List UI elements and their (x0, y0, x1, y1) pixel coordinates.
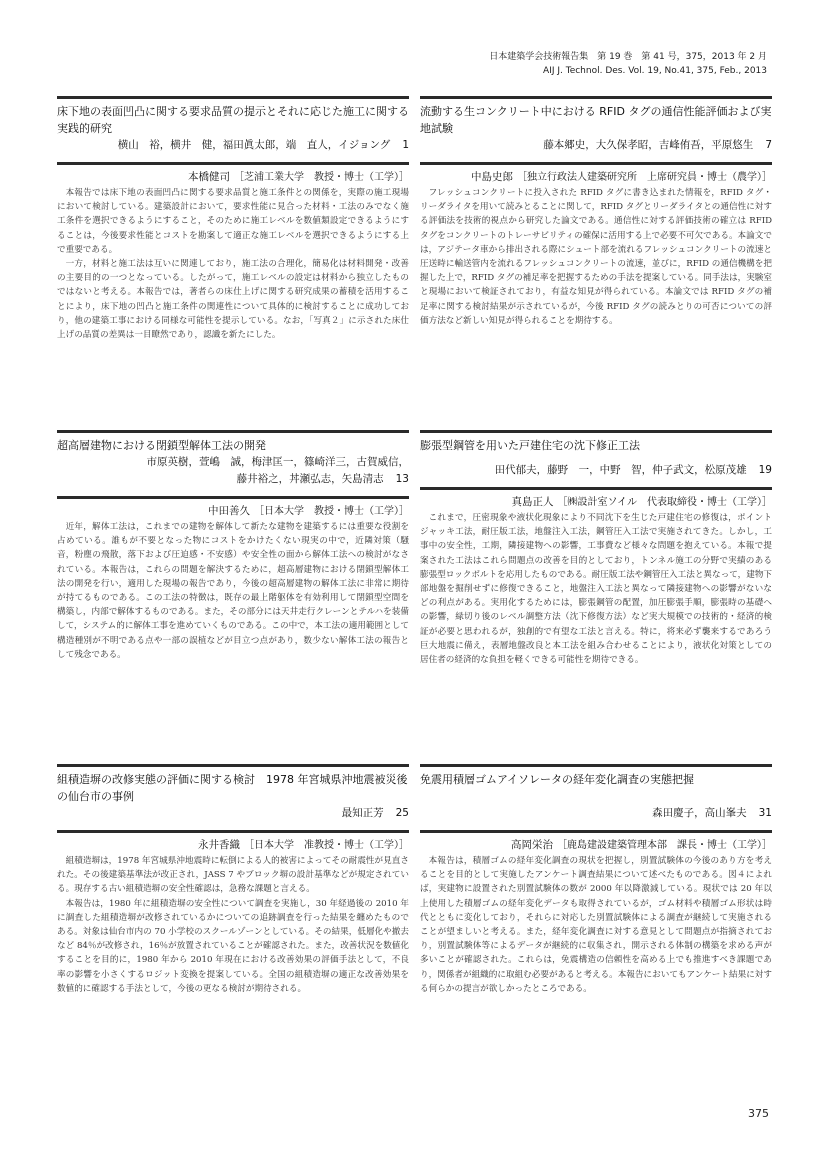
review-body (57, 186, 409, 342)
article-mid-rule (420, 487, 772, 490)
review-paragraph: 本報告は，1980 年に組積造塀の安全性について調査を実施し，30 年経過後の 2010 年に調査した組積造塀が改修されているかについての追跡調査を行った結果を纏めたものである。対象は仙台市内の 70 小学校のスクールゾーンとしている。その結果，低層化や撤去など 84％が改修され，16％が放置されていることが確認された。また，改善状況を数値化することを目的に，1980 年から 2010 年現在における改善効果の評価手法として，不良率の影響を小さくするロジット変換を提案している。全国の組積造塀の適正な改善効果を数値的に確認する手法として，今後の更なる検討が期待される。 (57, 898, 409, 994)
article-mid-rule (57, 496, 409, 499)
article-top-rule (57, 430, 409, 433)
article-title: 組積造塀の改修実態の評価に関する検討 1978 年宮城県沖地震被災後の仙台市の事例 (57, 773, 408, 803)
article-1 (57, 96, 409, 342)
review-paragraph: 組積造塀は，1978 年宮城県沖地震時に転倒による人的被害によってその耐震性が見直された。その後建築基準法が改正され，JASS 7 やブロック塀の設計基準などが規定されている。現存する古い組積造塀の安全性確認は，急務な課題と言える。 (57, 856, 409, 895)
article-authors (57, 454, 409, 488)
article-6 (420, 764, 772, 996)
article-top-rule (420, 430, 772, 433)
reviewer-name: 永井香織 (198, 839, 240, 851)
review-paragraph: フレッシュコンクリートに投入された RFID タグに書き込まれた情報を，RFID タグ・リーダライタを用いて読みとることに関して，RFID タグとリーダライタとの通信性に対する評価法を技術的視点から研究した論文である。通信性に対する評価技術の確立は RFID タグをコンクリートのトレーサビリティの確保に活用する上で必要不可欠である。本論文では，アジテータ車から排出される際にシュート部を流れるフレッシュコンクリートの流速と圧送時に輸送管内を流れるフレッシュコンクリートの流速，並びに，RFID の通信機構を把握した上で，RFID タグの補足率を把握するための手法を提案している。同手法は，実験室と現場において検証されており，有益な知見が得られている。本論文では RFID タグの補足率に関する検討結果が示されているが，今後 RFID タグの読みとりの可否についての評価方法など新しい知見が得られることを期待する。 (420, 188, 772, 326)
article-title: 床下地の表面凹凸に関する要求品質の提示とそれに応じた施工に関する実践的研究 (57, 105, 409, 135)
review-paragraph: 本報告では床下地の表面凹凸に関する要求品質と施工条件との関係を，実際の施工現場において検討している。建築設計において，要求性能に見合った材料・工法のみでなく施工条件を選択できるようにすること，そのために施工レベルを数値類設定できるようにすることは，今後要求性能とコストを勘案して適正な施工レベルを選択できるようにする上で重要である。 (57, 188, 409, 255)
article-page: 1 (402, 139, 409, 151)
article-5 (57, 764, 409, 996)
article-top-rule (57, 764, 409, 767)
reviewer-affiliation: ［鹿島建設建築管理本部 課長・博士（工学）］ (557, 840, 772, 851)
article-authors (420, 137, 772, 154)
reviewer-name: 高岡栄治 (511, 839, 553, 851)
article-title: 免震用積層ゴムアイソレータの経年変化調査の実態把握 (420, 773, 695, 786)
article-page: 25 (395, 807, 409, 819)
author-list: 田代郁夫，藤野 一，中野 智，仲子武文，松原茂雄 (494, 464, 747, 476)
article-top-rule (420, 764, 772, 767)
reviewer (420, 837, 772, 854)
reviewer (420, 494, 772, 511)
review-body (57, 520, 409, 662)
article-mid-rule (57, 830, 409, 833)
author-list: 藤本郷史，大久保孝昭，吉峰侑吾，平原悠生 (543, 139, 754, 151)
article-authors (57, 805, 409, 822)
review-body (420, 854, 772, 996)
review-paragraph: 本報告は，積層ゴムの経年変化調査の現状を把握し，別置試験体の今後のあり方を考えることを目的として実施したアンケート調査結果について述べたものである。図４によれば，実建物に設置された別置試験体の数が 2000 年以降激減している。現状では 20 年以上使用した積層ゴムの経年変化データも取得されているが，ゴム材料や積層ゴム形状は時代とともに変化しており，それらに対応した別置試験体による調査が継続して実施されることが望ましいと考える。また，経年変化調査に対する意見として問題点が指摘されており，別置試験体等によるデータが継続的に収集され，開示される体制の構築を求める声が多いことが確認された。これらは，免震構造の信頼性を高める上でも推進すべき課題であり，関係者が組織的に取組む必要があると考える。本報告においてもアンケート結果に対する何らかの提言が欲しかったところである。 (420, 856, 772, 994)
article-page: 19 (758, 464, 772, 476)
article-authors (57, 137, 409, 154)
article-authors (420, 462, 772, 479)
reviewer-affiliation: ［独立行政法人建築研究所 上席研究員・博士（農学）］ (517, 172, 772, 183)
reviewer (420, 169, 772, 186)
journal-header-ja: 日本建築学会技術報告集 第 19 巻 第 41 号，375，2013 年 2 月 (489, 52, 767, 62)
reviewer-name: 真島正人 (511, 496, 554, 508)
article-page: 7 (765, 139, 772, 151)
reviewer-affiliation: ［日本大学 准教授・博士（工学）］ (244, 840, 409, 851)
article-title: 超高層建物における閉鎖型解体工法の開発 (57, 439, 266, 452)
reviewer-name: 中田善久 (208, 505, 250, 517)
journal-header (489, 50, 767, 78)
article-2 (420, 96, 772, 328)
reviewer-affiliation: ［芝浦工業大学 教授・博士（工学）］ (234, 172, 409, 183)
review-body (420, 186, 772, 328)
reviewer (57, 503, 409, 520)
reviewer (57, 837, 409, 854)
article-mid-rule (57, 162, 409, 165)
article-page: 31 (758, 807, 772, 819)
page-number: 375 (748, 1107, 769, 1120)
author-list: 横山 裕，横井 健，福田眞太郎，端 直人，イジョング (117, 139, 391, 151)
reviewer (57, 169, 409, 186)
article-authors (420, 805, 772, 822)
author-list: 市原英樹，萱嶋 誠，梅津匡一，篠崎洋三，古賀威信， (146, 456, 409, 468)
article-mid-rule (420, 830, 772, 833)
article-3 (57, 430, 409, 662)
article-page: 13 (395, 473, 409, 485)
review-paragraph: これまで，圧密現象や液状化現象により不同沈下を生じた戸建住宅の修復は，ポイントジャッキ工法，耐圧版工法，地盤注入工法，鋼管圧入工法で実施されてきた。しかし，工事中の安全性，工期，隣接建物への影響，工事費など様々な問題を抱えている。本報で提案された工法はこれら問題点の改善を目的としており，トンネル施工の分野で実績のある膨張型ロックボルトを応用したものである。耐圧版工法や鋼管圧入工法と異なって，建物下部地盤を掘削せずに修復できること，地盤注入工法と異なって隣接建物への影響がないなどの利点がある。実用化するためには，膨張鋼管の配置，加圧膨張手順，膨張時の基礎への影響，緑切り後のレベル調整方法（沈下修復方法）など実大規模での技術的・経済的検証が必要と思われるが，独創的で有望な工法と言える。特に，将来必ず襲来するであろう巨大地震に備え，表層地盤改良と本工法を組み合わせることにより，液状化対策としての居住者の経済的な負担を軽くできる可能性を期待できる。 (420, 513, 773, 666)
author-list: 森田慶子，高山峯夫 (652, 807, 747, 819)
review-body (420, 511, 772, 667)
journal-header-en: AIJ J. Technol. Des. Vol. 19, No.41, 375, Feb., 2013 (543, 66, 767, 76)
reviewer-affiliation: ［㈱設計室ソイル 代表取締役・博士（工学）］ (557, 497, 772, 508)
review-body (57, 854, 409, 996)
reviewer-name: 中島史郎 (471, 171, 513, 183)
article-title: 流動する生コンクリート中における RFID タグの通信性能評価および実地試験 (420, 105, 772, 135)
author-list-continued: 藤井裕之，丼瀬弘志，矢島清志 (236, 473, 384, 485)
article-top-rule (420, 96, 772, 99)
review-paragraph: 一方，材料と施工法は互いに関連しており，施工法の合理化，簡易化は材料開発・改善の主要目的の一つとなっている。したがって，施工レベルの設定は材料から独立したものではないと考える。本報告では，著者らの床仕上げに関する研究成果の蓄積を活用することにより，床下地の凹凸と施工条件の関連性について具体的に検討することに成功しており，他の建築工事における同様な可能性を提示している。なお，「写真２」に示された床仕上げの品質の差異は一目瞭然であり，認識を新たにした。 (57, 259, 409, 341)
article-mid-rule (420, 162, 772, 165)
reviewer-affiliation: ［日本大学 教授・博士（工学）］ (254, 506, 409, 517)
article-top-rule (57, 96, 409, 99)
article-4 (420, 430, 772, 667)
article-title: 膨張型鋼管を用いた戸建住宅の沈下修正工法 (420, 439, 640, 452)
reviewer-name: 本橋健司 (188, 171, 230, 183)
author-list: 最知正芳 (341, 807, 384, 819)
review-paragraph: 近年，解体工法は，これまでの建物を解体して新たな建物を建築するには重要な役割を占めている。誰もが不要となった物にコストをかけたくない現実の中で，近隣対策（騒音，粉塵の飛散，落下および圧迫感・不安感）や安全性の面から解体工法への検討がなされている。本報告は，これらの問題を解決するために，超高層建物における閉鎖型解体工法の開発を行い，適用した現場の報告であり，今後の超高層建物の解体工法に非常に期待が持てるものである。この工法の特徴は，既存の最上階躯体を有効利用して閉鎖型空間を構築し，内部で解体するものである。また，その部分には天井走行クレーンとテルハを装備して，システム的に解体工事を進めていくものである。この中で，本工法の適用範囲として構造種別が不明である点や一部の誤植などが目立つ点があり，数少ない解体工法の報告として残念である。 (57, 522, 409, 660)
